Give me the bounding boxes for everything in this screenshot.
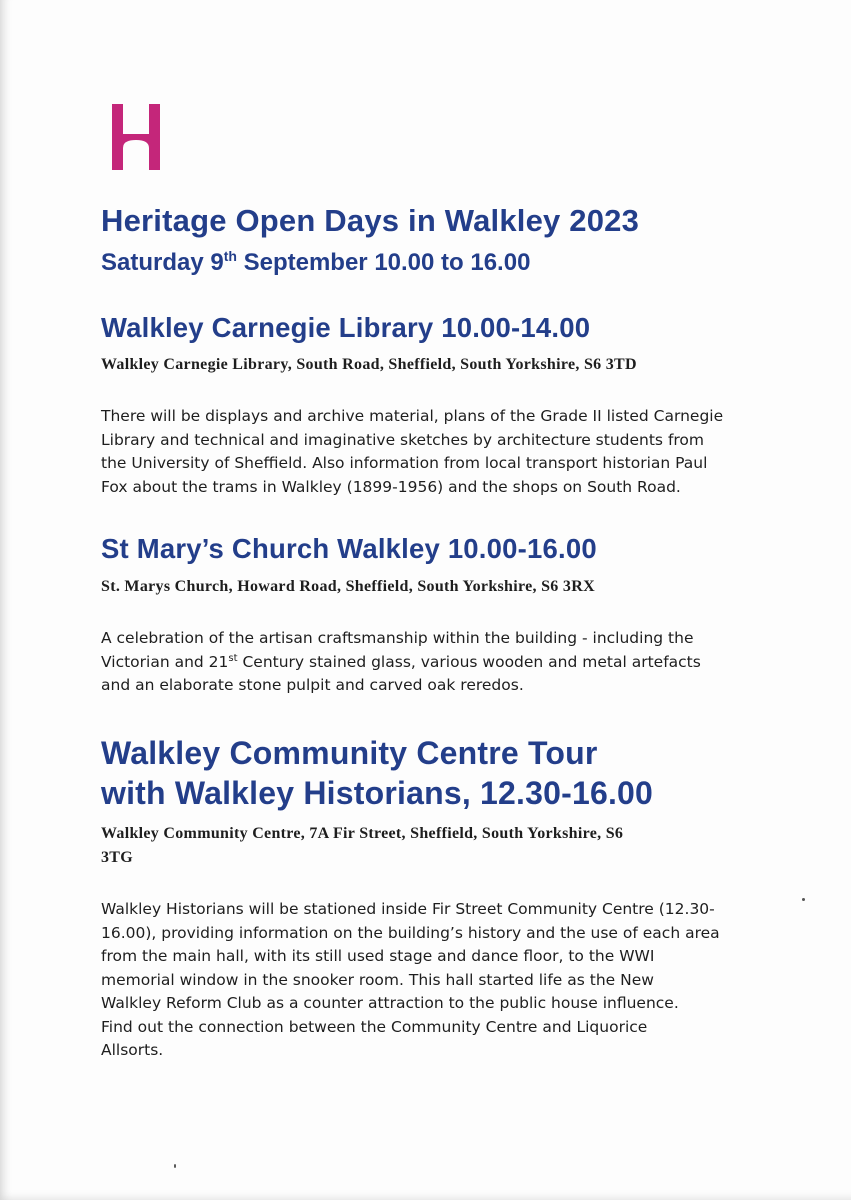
- section-heading-church: St Mary’s Church Walkley 10.00-16.00: [101, 533, 597, 564]
- section-heading-community-centre: Walkley Community Centre Tour with Walkley Historians, 12.30-16.00: [101, 735, 654, 811]
- scan-speck: [802, 898, 805, 901]
- section-description-library: There will be displays and archive material, plans of the Grade II listed Carnegie Library and technical and imaginative sketches by architecture students from the University of Sheffield. Also information from local transport historian Paul Fox about the trams in Walkley (1899-1956) and the shops on South Road.: [101, 407, 724, 496]
- event-date: Saturday 9th September 10.00 to 16.00: [101, 248, 531, 276]
- scan-speck: [174, 1164, 176, 1168]
- section-address-community-centre: Walkley Community Centre, 7A Fir Street, Sheffield, South Yorkshire, S6 3TG: [101, 825, 624, 866]
- sheffield-open-doors-logo: [112, 104, 160, 170]
- page-title: Heritage Open Days in Walkley 2023: [101, 203, 640, 238]
- section-address-library: Walkley Carnegie Library, South Road, Sheffield, South Yorkshire, S6 3TD: [101, 356, 637, 373]
- section-description-church: A celebration of the artisan craftsmanship within the building - including the Victorian and 21st Century stained glass, various wooden and metal artefacts and an elaborate stone pulpit and carved oak reredos.: [101, 629, 701, 694]
- section-address-church: St. Marys Church, Howard Road, Sheffield, South Yorkshire, S6 3RX: [101, 578, 595, 595]
- section-heading-library: Walkley Carnegie Library 10.00-14.00: [101, 312, 591, 343]
- section-description-community-centre: Walkley Historians will be stationed inside Fir Street Community Centre (12.30- 16.00), providing information on the building’s history and the use of each area from the main hall, with its still used stage and dance floor, to the WWI memorial window in the snooker room. This hall started life as the New Walkley Reform Club as a counter attraction to the public house influence. Find out the connection between the Community Centre and Liquorice Allsorts.: [101, 900, 720, 1059]
